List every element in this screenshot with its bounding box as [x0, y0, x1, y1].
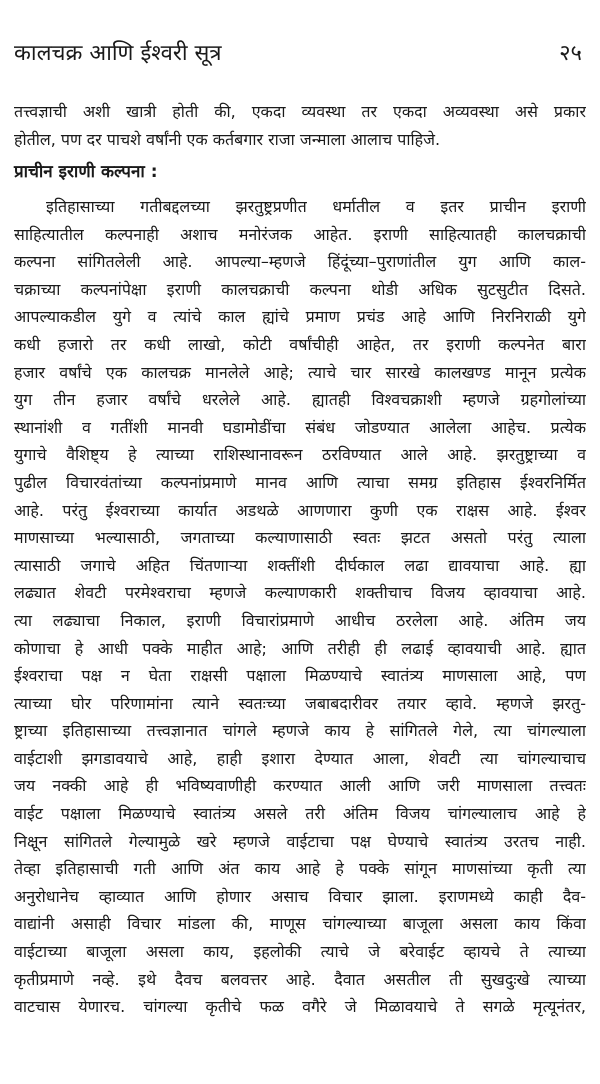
text-line: युगाचे वैशिष्ट्य हे त्याच्या राशिस्थानावरून ठरविण्यात आले आहे. झरतुष्ट्राच्या व [14, 445, 586, 465]
text-line: चक्राच्या कल्पनांपेक्षा इराणी कालचक्राची कल्पना थोडी अधिक सुटसुटीत दिसते. [14, 279, 586, 299]
text-line: त्याच्या घोर परिणामांना त्याने स्वतःच्या जबाबदारीवर तयार व्हावे. म्हणजे झरतु- [14, 693, 586, 713]
text-line: कल्पना सांगितलेली आहे. आपल्या–म्हणजे हिंदूंच्या–पुराणांतील युग आणि काल- [14, 252, 586, 272]
text-line: युग तीन हजार वर्षांचे धरलेले आहे. ह्यातही विश्वचक्राशी म्हणजे ग्रहगोलांच्या [14, 390, 586, 410]
text-line: त्या लढ्याचा निकाल, इराणी विचारांप्रमाणे आधीच ठरलेला आहे. अंतिम जय [14, 610, 586, 630]
text-line: आपल्याकडील युगे व त्यांचे काल ह्यांचे प्रमाण प्रचंड आहे आणि निरनिराळी युगे [14, 307, 586, 327]
page-number: २५ [559, 41, 582, 66]
text-line: त्यासाठी जगाचे अहित चिंतणाऱ्या शक्तींशी दीर्घकाल लढा द्यावयाचा आहे. ह्या [14, 555, 586, 575]
text-line: निक्षून सांगितले गेल्यामुळे खरे म्हणजे वाईटाचा पक्ष घेण्याचे स्वातंत्र्य उरतच नाही. [14, 831, 586, 851]
text-line: स्थानांशी व गतींशी मानवी घडामोडींचा संबंध जोडण्यात आलेला आहेच. प्रत्येक [14, 417, 586, 437]
text-line: माणसाच्या भल्यासाठी, जगताच्या कल्याणासाठी स्वतः झटत असतो परंतु त्याला [14, 528, 586, 548]
text-line: साहित्यातील कल्पनाही अशाच मनोरंजक आहेत. इराणी साहित्यातही कालचक्राची [14, 224, 586, 244]
body-paragraph [14, 193, 586, 1021]
text-line: वाईटाच्या बाजूला असला काय, इहलोकी त्याचे जे बरेवाईट व्हायचे ते त्याच्या [14, 942, 586, 962]
text-line: आहे. परंतु ईश्वराच्या कार्यात अडथळे आणणारा कुणी एक राक्षस आहे. ईश्वर [14, 500, 586, 520]
text-line: ईश्वराचा पक्ष न घेता राक्षसी पक्षाला मिळण्याचे स्वातंत्र्य माणसाला आहे, पण [14, 666, 586, 686]
section-heading: प्राचीन इराणी कल्पना : [14, 162, 158, 182]
text-line: कोणाचा हे आधी पक्के माहीत आहे; आणि तरीही ही लढाई व्हावयाची आहे. ह्यात [14, 638, 586, 658]
text-line: तेव्हा इतिहासाची गती आणि अंत काय आहे हे पक्के सांगून माणसांच्या कृती त्या [14, 859, 586, 879]
text-line: वाद्यांनी असाही विचार मांडला की, माणूस चांगल्याच्या बाजूला असला काय किंवा [14, 914, 586, 934]
text-line: हजार वर्षांचे एक कालचक्र मानलेले आहे; त्याचे चार सारखे कालखण्ड मानून प्रत्येक [14, 362, 586, 382]
text-line: ष्ट्राच्या इतिहासाच्या तत्त्वज्ञानात चांगले म्हणजे काय हे सांगितले गेले, त्या चांगल्याला [14, 721, 586, 741]
text-line: अनुरोधानेच व्हाव्यात आणि होणार असाच विचार झाला. इराणमध्ये काही दैव- [14, 886, 586, 906]
intro-paragraph [14, 98, 586, 153]
page-header [14, 40, 582, 74]
text-line: वाईट पक्षाला मिळण्याचे स्वातंत्र्य असले तरी अंतिम विजय चांगल्यालाच आहे हे [14, 804, 586, 824]
running-title: कालचक्र आणि ईश्वरी सूत्र [14, 41, 222, 66]
text-line: लढ्यात शेवटी परमेश्वराचा म्हणजे कल्याणकारी शक्तीचाच विजय व्हावयाचा आहे. [14, 583, 586, 603]
text-line: कृतीप्रमाणे नव्हे. इथे दैवच बलवत्तर आहे. दैवात असतील ती सुखदुःखे त्याच्या [14, 969, 586, 989]
text-line: जय नक्की आहे ही भविष्यवाणीही करण्यात आली आणि जरी माणसाला तत्त्वतः [14, 776, 586, 796]
text-line: पुढील विचारवंतांच्या कल्पनांप्रमाणे मानव आणि त्याचा समग्र इतिहास ईश्वरनिर्मित [14, 472, 586, 492]
text-line: तत्त्वज्ञाची अशी खात्री होती की, एकदा व्यवस्था तर एकदा अव्यवस्था असे प्रकार [14, 102, 586, 121]
text-line: कधी हजारो तर कधी लाखो, कोटी वर्षांचीही आहेत, तर इराणी कल्पनेत बारा [14, 334, 586, 354]
text-line: वाटचास येणारच. चांगल्या कृतीचे फळ वगैरे जे मिळावयाचे ते सगळे मृत्यूनंतर, [14, 997, 586, 1017]
text-line: इतिहासाच्या गतीबद्दलच्या झरतुष्ट्रप्रणीत धर्मातील व इतर प्राचीन इराणी [46, 197, 586, 216]
text-line: वाईटाशी झगडावयाचे आहे, हाही इशारा देण्यात आला, शेवटी त्या चांगल्याचाच [14, 748, 586, 768]
text-line: होतील, पण दर पाचशे वर्षांनी एक कर्तबगार राजा जन्माला आलाच पाहिजे. [14, 129, 441, 149]
